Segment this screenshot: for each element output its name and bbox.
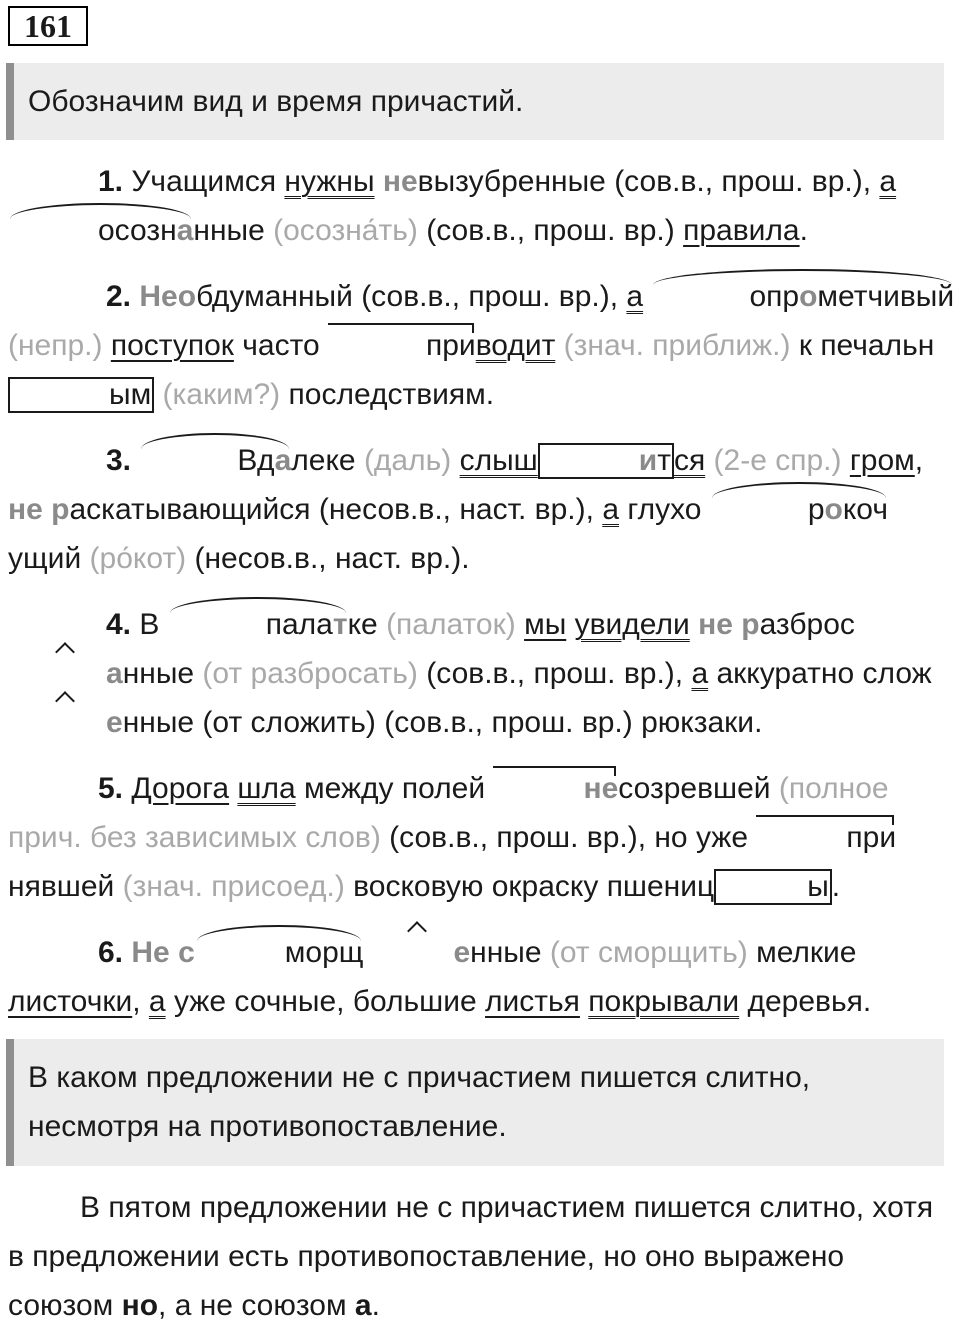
suffix-mark: а <box>8 649 123 698</box>
hint: (полное прич. без зависимых слов) <box>8 772 889 854</box>
word: мелкие <box>756 936 857 969</box>
sentence-number: 3. <box>106 444 132 477</box>
word: восковую окраску <box>353 870 599 903</box>
predicate: покрывали <box>588 985 740 1018</box>
hint: (даль) <box>363 444 452 477</box>
root-arc: рокоч <box>710 485 888 534</box>
root-arc: Вда <box>139 436 291 485</box>
hint: (от сложить) <box>202 706 376 739</box>
prefix-ne: не <box>493 764 618 813</box>
sentence-6: 6. Не с морщ енные (от сморщить) мелкие листочки, а уже сочные, большие листья покрывали деревья. <box>8 928 956 1026</box>
hint: (каким?) <box>162 378 281 411</box>
particle-ne: Не <box>139 280 178 313</box>
subject: правила <box>683 214 800 247</box>
particle-ne: не <box>382 165 418 198</box>
word: нные <box>193 214 265 247</box>
aspect-tense: (несов.в., наст. вр.). <box>194 542 470 575</box>
sentence-number: 4. <box>106 608 132 641</box>
conjunction: а <box>879 165 897 198</box>
conjunction: а <box>602 493 619 526</box>
task-box-1 <box>6 63 944 140</box>
hint: (знач. присоед.) <box>122 870 345 903</box>
word: созревшей <box>618 772 771 805</box>
hint: (от сморщить) <box>549 936 748 969</box>
word: последствиям. <box>288 378 495 411</box>
word: ке <box>347 608 378 641</box>
hint: (знач. приближ.) <box>563 329 791 362</box>
answer-paragraph: В пятом предложении не с причастием пишется слитно, хотя в предложении есть противопоставление, но оно выражено союзом но, а не союзом а. <box>8 1191 934 1322</box>
aspect-tense: (сов.в., прош. вр.), <box>426 657 684 690</box>
particle-ne: не <box>698 608 733 641</box>
aspect-tense: (сов.в., прош. вр.) <box>426 214 675 247</box>
aspect-tense: (несов.в., наст. вр.), <box>318 493 594 526</box>
predicate: слыш ит ся <box>459 444 706 477</box>
sentence-number: 5. <box>98 772 124 805</box>
word: бдуманный <box>196 280 353 313</box>
task-text-2b: несмотря на противопоставление. <box>28 1110 507 1143</box>
word: уже сочные, большие <box>173 985 477 1018</box>
hint: (ро́кот) <box>89 542 187 575</box>
suffix-box: ит <box>538 443 674 479</box>
sentence-number: 2. <box>106 280 132 313</box>
sentence-number: 1. <box>98 165 124 198</box>
suffix-mark: е <box>8 698 123 747</box>
word: к <box>798 329 812 362</box>
word: часто <box>242 329 320 362</box>
prefix-mark: при <box>756 813 896 862</box>
word: нявшей <box>8 870 115 903</box>
word: глухо <box>627 493 702 526</box>
aspect-tense: (сов.в., прош. вр.), <box>361 280 619 313</box>
task-box-2 <box>6 1039 944 1166</box>
conjunction-a: а <box>354 1289 372 1322</box>
sentence-2: 2. Необдуманный (сов.в., прош. вр.), а опрометчивый (непр.) поступок часто приводит (знач. приближ.) к печальным (каким?) последствиям. <box>8 272 956 419</box>
hint: (от разбросать) <box>202 657 418 690</box>
root-arc: осозна <box>8 206 193 255</box>
prefix-mark: при <box>328 321 476 370</box>
conjunction: а <box>148 985 166 1018</box>
subject: поступок <box>110 329 234 362</box>
sentence-5: 5. Дорога шла между полей несозревшей (полное прич. без зависимых слов) (сов.в., прош. вр.), но уже принявшей (знач. присоед.) восковую окраску пшениц ы . <box>8 764 956 911</box>
subject: листочки <box>8 985 133 1018</box>
predicate: увидели <box>574 608 690 641</box>
conjunction: а <box>626 280 644 313</box>
sentence-4: 4. В палатке (палаток) мы увидели не разбросанные (от разбросать) (сов.в., прош. вр.), а аккуратно сложенные (от сложить) (сов.в., прош. вр.) рюкзаки. <box>8 600 956 747</box>
word: между полей <box>304 772 486 805</box>
subject: гром <box>849 444 915 477</box>
task-text-2a: В каком предложении не с причастием пишется слитно, <box>28 1061 811 1094</box>
particle-ne: не <box>8 493 43 526</box>
answer-text: В пятом предложении не с причастием пишется слитно, хотя в предложении есть противопоставление, но оно выражено союзом <box>8 1191 934 1322</box>
aspect-tense: (сов.в., прош. вр.), но уже <box>389 821 749 854</box>
aspect-tense: (сов.в., прош. вр.) рюкзаки. <box>384 706 763 739</box>
root-arc: морщ <box>195 928 364 977</box>
word: аскатывающийся <box>69 493 311 526</box>
word: В <box>139 608 160 641</box>
task-text-1: Обозначим вид и время причастий. <box>28 85 524 118</box>
word: деревья. <box>747 985 872 1018</box>
word: пшениц <box>606 870 715 903</box>
word: вызубренные (сов.в., прош. вр.), <box>417 165 872 198</box>
sentence-3: 3. Вдалеке (даль) слыш ит ся (2-е спр.) гром, не раскатывающийся (несов.в., наст. вр.), а глухо рокочущий (ро́кот) (несов.в., наст. вр.). <box>8 436 956 583</box>
hint: (2-е спр.) <box>713 444 842 477</box>
sentence-1: 1. Учащимся нужны невызубренные (сов.в., прош. вр.), а осознанные (осозна́ть) (сов.в., прош. вр.) правила. <box>8 157 956 255</box>
answer-text: , а не союзом <box>158 1289 347 1322</box>
word: печальн <box>820 329 935 362</box>
subject: Дорога <box>131 772 230 805</box>
subject: листья <box>485 985 580 1018</box>
subject: мы <box>524 608 567 641</box>
sentence-number: 6. <box>98 936 124 969</box>
conjunction: а <box>691 657 709 690</box>
word: Учащимся <box>131 165 277 198</box>
predicate: нужны <box>284 165 375 198</box>
root-arc: опрометчивый <box>651 272 954 321</box>
hint: (палаток) <box>386 608 516 641</box>
hint: (осозна́ть) <box>273 214 418 247</box>
conjunction-no: но <box>121 1289 159 1322</box>
hint: (непр.) <box>8 329 103 362</box>
word: леке <box>291 444 356 477</box>
predicate: шла <box>237 772 296 805</box>
particle-ne: Не <box>131 936 170 969</box>
word: аккуратно <box>716 657 855 690</box>
ending-box: ым <box>8 377 154 413</box>
predicate: приводит <box>328 329 555 362</box>
ending-box: ы <box>714 869 832 905</box>
root-arc: палат <box>168 600 348 649</box>
suffix-mark: е <box>363 928 470 977</box>
exercise-number: 161 <box>8 6 88 46</box>
